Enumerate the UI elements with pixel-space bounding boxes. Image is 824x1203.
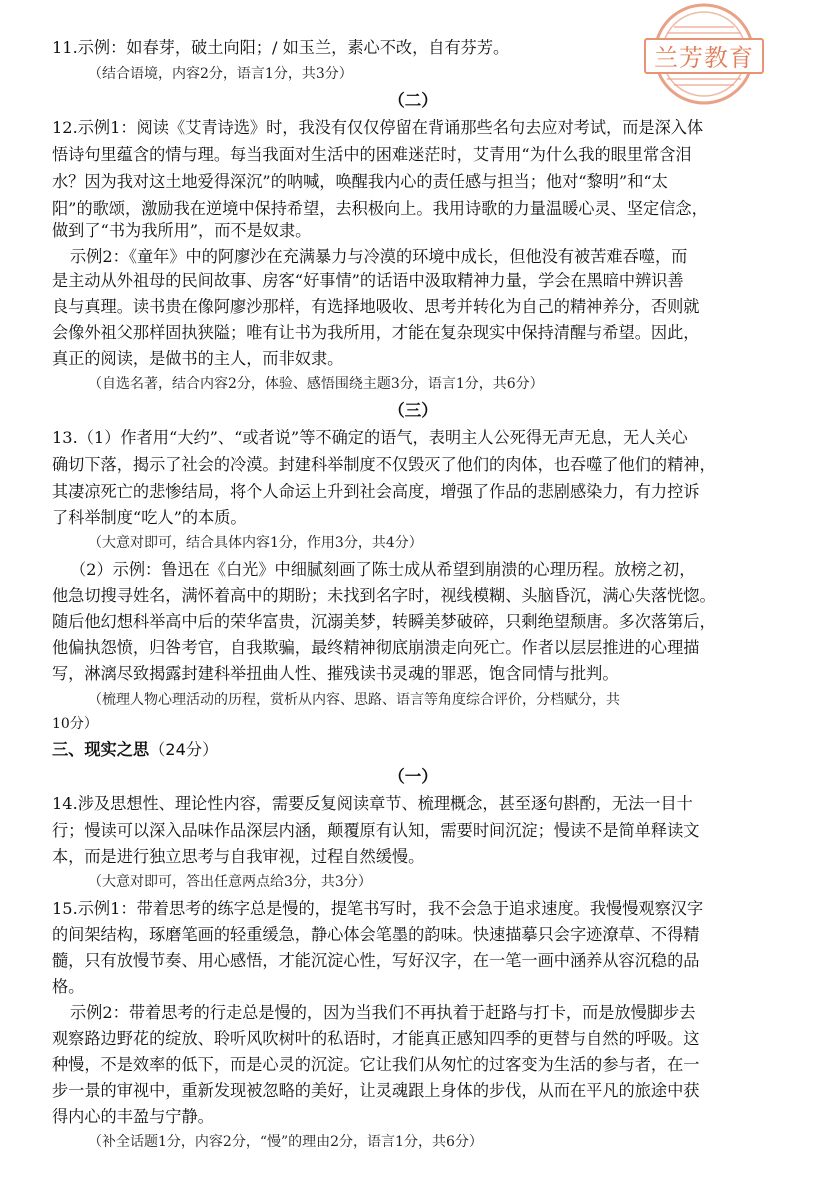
answer-13-line-2: 确切下落，揭示了社会的冷漠。封建科举制度不仅毁灭了他们的肉体，也吞噬了他们的精神， xyxy=(52,455,716,474)
answer-15-line-9: 得内心的丰盈与宁静。 xyxy=(52,1107,214,1126)
answer-12-line-8: 良与真理。读书贵在像阿廖沙那样，有选择地吸收、思考并转化为自己的精神养分，否则就 xyxy=(52,297,700,316)
section-heading-3-1: （一） xyxy=(388,767,438,786)
answer-12-line-10: 真正的阅读，是做书的主人，而非奴隶。 xyxy=(52,349,344,368)
scoring-note-13-2-end: 10分） xyxy=(52,716,98,732)
answer-13-line-5: （2）示例：鲁迅在《白光》中细腻刻画了陈士成从希望到崩溃的心理历程。放榜之初， xyxy=(70,560,696,579)
answer-11: 11.示例：如春芽，破土向阳；/ 如玉兰，素心不改，自有芬芳。 xyxy=(52,38,510,57)
scoring-note-12: （自选名著，结合内容2分，体验、感悟围绕主题3分，语言1分，共6分） xyxy=(88,376,544,392)
answer-13-line-6: 他急切搜寻姓名，满怀着高中的期盼；未找到名字时，视线模糊、头脑昏沉，满心失落恍惚。 xyxy=(52,586,716,605)
answer-12-line-7: 是主动从外祖母的民间故事、房客“好事情”的话语中汲取精神力量，学会在黑暗中辨识善 xyxy=(52,271,684,290)
answer-15-line-3: 髓，只有放慢节奏、用心感悟，才能沉淀心性，写好汉字，在一笔一画中涵养从容沉稳的品 xyxy=(52,951,700,970)
section-heading-3: （三） xyxy=(388,401,438,420)
answer-15-line-2: 的间架结构，琢磨笔画的轻重缓急，静心体会笔墨的韵味。快速描摹只会字迹潦草、不得精 xyxy=(52,925,700,944)
answer-14-line-1: 14.涉及思想性、理论性内容，需要反复阅读章节、梳理概念，甚至逐句斟酌，无法一目十 xyxy=(52,794,693,813)
answer-13-line-4: 了科举制度“吃人”的本质。 xyxy=(52,508,247,527)
answer-12-line-9: 会像外祖父那样固执狭隘；唯有让书为我所用，才能在复杂现实中保持清醒与希望。因此， xyxy=(52,323,700,342)
answer-13-line-9: 写，淋漓尽致揭露封建科举扭曲人性、摧残读书灵魂的罪恶，饱含同情与批判。 xyxy=(52,664,619,683)
scoring-note-14: （大意对即可，答出任意两点给3分，共3分） xyxy=(88,874,372,890)
logo-text: 兰芳教育 xyxy=(644,38,764,74)
answer-15-line-8: 步一景的审视中，重新发现被忽略的美好，让灵魂跟上身体的步伐，从而在平凡的旅途中获 xyxy=(52,1081,700,1100)
answer-12-line-5: 做到了“书为我所用”，而不是奴隶。 xyxy=(52,221,312,240)
answer-13-line-3: 其凄凉死亡的悲惨结局，将个人命运上升到社会高度，增强了作品的悲剧感染力，有力控诉 xyxy=(52,482,700,501)
answer-12-line-1: 12.示例1：阅读《艾青诗选》时，我没有仅仅停留在背诵那些名句去应对考试，而是深入体 xyxy=(52,118,704,137)
answer-12-line-3: 水？因为我对这土地爱得深沉”的呐喊，唤醒我内心的责任感与担当；他对“黎明”和“太 xyxy=(52,172,668,191)
answer-12-line-2: 悟诗句里蕴含的情与理。每当我面对生活中的困难迷茫时，艾青用“为什么我的眼里常含泪 xyxy=(52,145,692,164)
answer-13-line-7: 随后他幻想科举高中后的荣华富贵，沉溺美梦，转瞬美梦破碎，只剩绝望颓唐。多次落第后， xyxy=(52,612,716,631)
scoring-note-13-1: （大意对即可，结合具体内容1分，作用3分，共4分） xyxy=(88,535,423,551)
answer-12-line-4: 阳”的歌颂，激励我在逆境中保持希望，去积极向上。我用诗歌的力量温暖心灵、坚定信念， xyxy=(52,199,708,218)
scoring-note-13-2: （梳理人物心理活动的历程，赏析从内容、思路、语言等角度综合评价，分档赋分，共 xyxy=(88,692,620,708)
answer-15-line-5: 示例2：带着思考的行走总是慢的，因为当我们不再执着于赶路与打卡，而是放慢脚步去 xyxy=(70,1003,696,1022)
part-3-title-text: 三、现实之思 xyxy=(52,740,150,759)
answer-14-line-3: 本，而是进行独立思考与自我审视，过程自然缓慢。 xyxy=(52,847,425,866)
answer-12-line-6: 示例2：《童年》中的阿廖沙在充满暴力与冷漠的环境中成长，但他没有被苦难吞噬，而 xyxy=(70,247,688,266)
answer-13-line-8: 他偏执怨愤，归咎考官，自我欺骗，最终精神彻底崩溃走向死亡。作者以层层推进的心理描 xyxy=(52,638,700,657)
answer-13-line-1: 13.（1）作者用“大约”、“或者说”等不确定的语气，表明主人公死得无声无息，无人关心 xyxy=(52,428,688,447)
answer-15-line-1: 15.示例1：带着思考的练字总是慢的，提笔书写时，我不会急于追求速度。我慢慢观察汉字 xyxy=(52,899,704,918)
answer-15-line-4: 格。 xyxy=(52,977,85,996)
answer-14-line-2: 行；慢读可以深入品味作品深层内涵，颠覆原有认知，需要时间沉淀；慢读不是简单释读文 xyxy=(52,821,700,840)
scoring-note-15: （补全话题1分，内容2分，“慢”的理由2分，语言1分，共6分） xyxy=(88,1134,483,1150)
answer-15-line-6: 观察路边野花的绽放、聆听风吹树叶的私语时，才能真正感知四季的更替与自然的呼吸。这 xyxy=(52,1029,700,1048)
part-3-points: （24分） xyxy=(149,740,219,759)
answer-15-line-7: 种慢，不是效率的低下，而是心灵的沉淀。它让我们从匆忙的过客变为生活的参与者，在一 xyxy=(52,1055,700,1074)
section-heading-2: （二） xyxy=(388,91,438,110)
scoring-note-11: （结合语境，内容2分，语言1分，共3分） xyxy=(88,66,353,82)
part-3-title xyxy=(52,739,218,761)
